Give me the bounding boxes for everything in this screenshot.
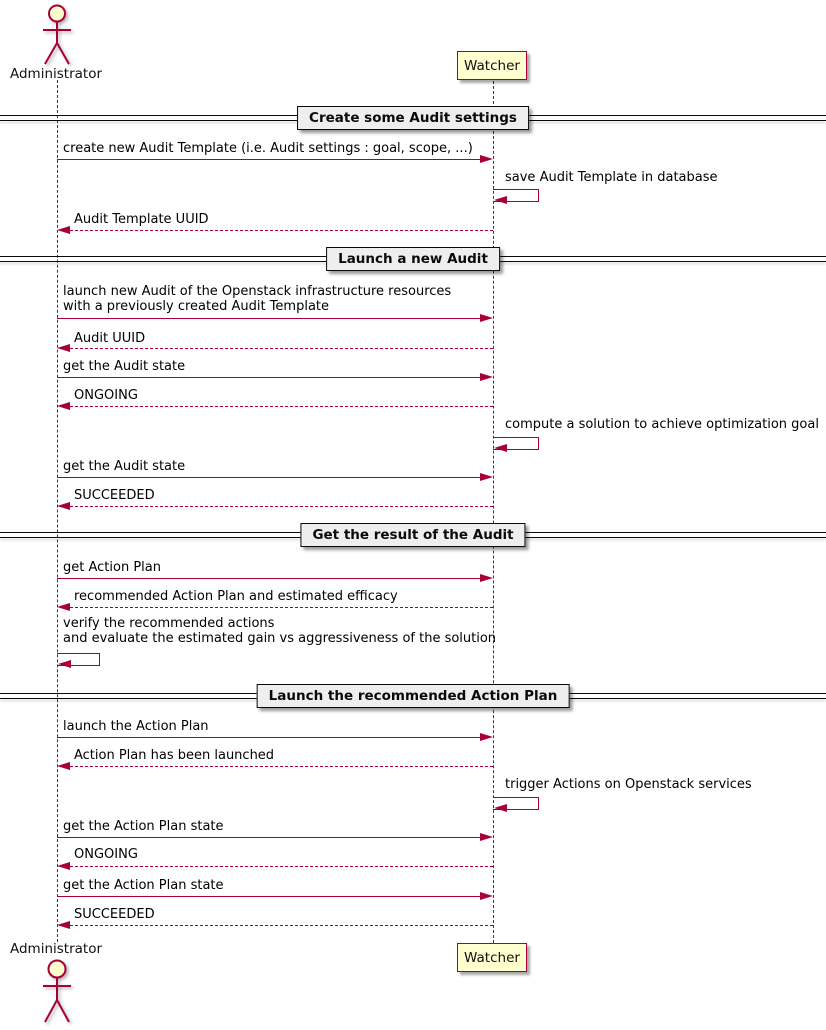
- message-arrowhead: [480, 314, 493, 322]
- message-label: save Audit Template in database: [505, 170, 718, 185]
- message-label: create new Audit Template (i.e. Audit settings : goal, scope, ...): [63, 141, 473, 156]
- message-line: [70, 925, 493, 926]
- message-arrowhead: [57, 502, 70, 510]
- message-arrowhead: [480, 473, 493, 481]
- message-label: trigger Actions on Openstack services: [505, 777, 752, 792]
- message-arrowhead: [480, 833, 493, 841]
- watcher-participant-top: [457, 51, 527, 80]
- message-line: [57, 837, 481, 838]
- message-arrowhead: [480, 574, 493, 582]
- message-label: Action Plan has been launched: [74, 748, 275, 763]
- message-line: [57, 318, 481, 319]
- message-arrowhead: [480, 733, 493, 741]
- administrator-actor-icon: [37, 3, 77, 66]
- message-label: launch the Action Plan: [63, 719, 209, 734]
- watcher-label-top: Watcher: [464, 57, 520, 74]
- message-label: launch new Audit of the Openstack infrastructure resources: [63, 284, 452, 299]
- administrator-lifeline: [57, 80, 58, 942]
- message-arrowhead: [58, 660, 71, 668]
- message-arrowhead: [57, 402, 70, 410]
- message-arrowhead: [57, 344, 70, 352]
- message-arrowhead: [57, 762, 70, 770]
- message-label: ONGOING: [74, 847, 138, 862]
- divider-label: Launch a new Audit: [326, 247, 500, 271]
- message-label: SUCCEEDED: [74, 488, 155, 503]
- message-line: [70, 230, 493, 231]
- message-line: [57, 477, 481, 478]
- message-label: Audit Template UUID: [74, 212, 209, 227]
- message-line: [57, 737, 481, 738]
- divider-label: Launch the recommended Action Plan: [257, 684, 570, 708]
- message-label: Audit UUID: [74, 331, 146, 346]
- message-line: [57, 159, 481, 160]
- message-label: recommended Action Plan and estimated efficacy: [74, 589, 398, 604]
- message-label: get the Audit state: [63, 359, 186, 374]
- watcher-label-bottom: Watcher: [464, 949, 520, 966]
- message-arrowhead: [57, 226, 70, 234]
- message-label: ONGOING: [74, 388, 138, 403]
- watcher-lifeline: [493, 81, 494, 943]
- message-arrowhead: [480, 155, 493, 163]
- divider-label: Create some Audit settings: [297, 106, 529, 130]
- message-line: [57, 377, 481, 378]
- message-label: get Action Plan: [63, 560, 161, 575]
- message-arrowhead: [494, 804, 507, 812]
- message-label: get the Action Plan state: [63, 878, 224, 893]
- message-arrowhead: [494, 196, 507, 204]
- message-line: [57, 578, 481, 579]
- message-label: get the Action Plan state: [63, 819, 224, 834]
- message-label: with a previously created Audit Template: [63, 299, 330, 314]
- message-line: [70, 506, 493, 507]
- divider-label: Get the result of the Audit: [300, 523, 525, 547]
- administrator-label-top: Administrator: [9, 66, 103, 82]
- message-label: and evaluate the estimated gain vs aggressiveness of the solution: [63, 631, 497, 646]
- message-arrowhead: [480, 892, 493, 900]
- message-line: [70, 406, 493, 407]
- message-line: [70, 348, 493, 349]
- message-label: SUCCEEDED: [74, 907, 155, 922]
- message-line: [70, 607, 493, 608]
- administrator-label-bottom: Administrator: [9, 941, 103, 957]
- message-arrowhead: [494, 444, 507, 452]
- message-arrowhead: [57, 862, 70, 870]
- message-arrowhead: [57, 921, 70, 929]
- message-label: verify the recommended actions: [63, 616, 275, 631]
- message-label: compute a solution to achieve optimization goal: [505, 417, 819, 432]
- message-line: [57, 896, 481, 897]
- administrator-actor-icon-bottom: [37, 958, 77, 1028]
- watcher-participant-bottom: [457, 943, 527, 972]
- message-line: [70, 866, 493, 867]
- message-line: [70, 766, 493, 767]
- message-arrowhead: [57, 603, 70, 611]
- message-arrowhead: [480, 373, 493, 381]
- message-label: get the Audit state: [63, 459, 186, 474]
